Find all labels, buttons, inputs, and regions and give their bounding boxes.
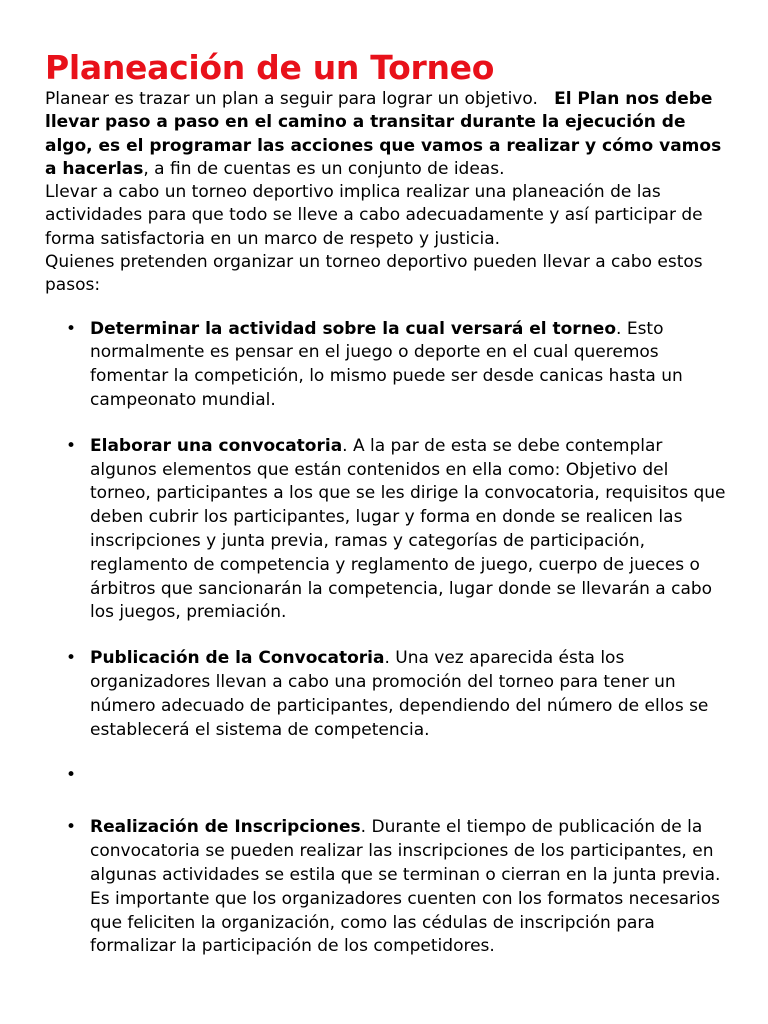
list-item — [45, 435, 728, 625]
step-text: . Una vez aparecida ésta los organizadores llevan a cabo una promoción del torneo para tener un número adecuado de participantes, dependiendo del número de ellos se establecerá el sistema de competencia. — [90, 648, 709, 740]
step-text: . Durante el tiempo de publicación de la convocatoria se pueden realizar las inscripciones de los participantes, en algunas actividades se estila que se terminan o cierran en la junta previa. Es importante que los organizadores cuenten con los formatos necesarios que feliciten la organización, como las cédulas de inscripción para formalizar la participación de los competidores. — [90, 817, 721, 957]
list-item-empty — [45, 764, 728, 788]
list-item — [45, 647, 728, 742]
step-text: . A la par de esta se debe contemplar algunos elementos que están contenidos en ella como: Objetivo del torneo, participantes a los que se les dirige la convocatoria, requisitos que deben cubrir los participantes, lugar y forma en donde se realicen las inscripciones y junta previa, ramas y categorías de participación, reglamento de competencia y reglamento de juego, cuerpo de jueces o árbitros que sancionarán la competencia, lugar donde se llevarán a cabo los juegos, premiación. — [90, 435, 726, 623]
bullet-icon: • — [66, 435, 77, 456]
bullet-icon: • — [66, 648, 77, 669]
list-item — [45, 816, 728, 959]
bullet-icon: • — [66, 817, 77, 838]
steps-list — [45, 318, 728, 960]
step-title: Determinar la actividad sobre la cual versará el torneo — [90, 318, 617, 339]
step-text: . Esto normalmente es pensar en el juego o deporte en el cual queremos fomentar la competición, lo mismo puede ser desde canicas hasta un campeonato mundial. — [90, 318, 683, 411]
intro-tail-text: , a fin de cuentas es un conjunto de ideas. — [143, 158, 505, 179]
intro-paragraph-3: Quienes pretenden organizar un torneo deportivo pueden llevar a cabo estos pasos: — [45, 252, 703, 296]
list-item — [45, 318, 728, 413]
bullet-icon: • — [66, 765, 77, 786]
bullet-icon: • — [66, 318, 77, 339]
intro-paragraph-2: Llevar a cabo un torneo deportivo implica realizar una planeación de las actividades para que todo se lleve a cabo adecuadamente y así participar de forma satisfactoria en un marco de respeto y justicia. — [45, 182, 703, 249]
intro-section — [45, 88, 728, 298]
intro-bold-text: El Plan nos debe llevar paso a paso en el camino a transitar durante la ejecución de algo, es el programar las acciones que vamos a realizar y cómo vamos a hacerlas — [45, 89, 722, 179]
step-title: Elaborar una convocatoria — [90, 435, 343, 456]
step-title: Realización de Inscripciones — [90, 817, 361, 838]
intro-paragraph-1 — [45, 88, 728, 181]
step-title: Publicación de la Convocatoria — [90, 648, 385, 669]
page-title: Planeación de un Torneo — [45, 48, 495, 87]
intro-plain-text: Planear es trazar un plan a seguir para lograr un objetivo. — [45, 89, 555, 109]
